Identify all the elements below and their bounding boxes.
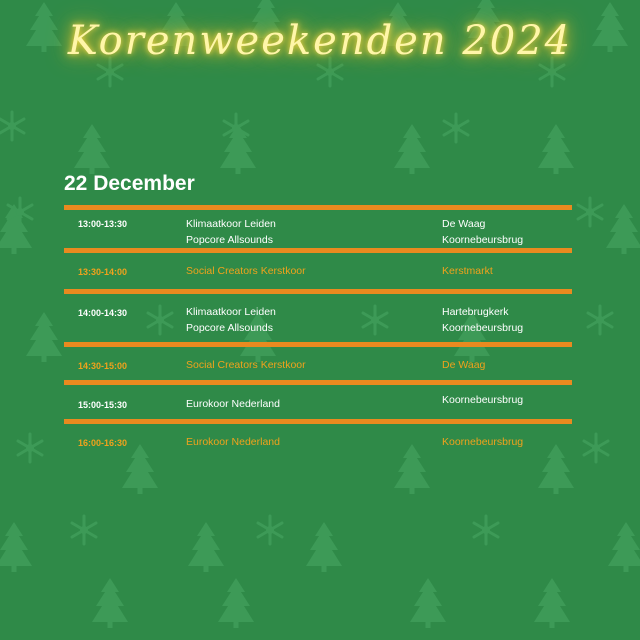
- choir-name: Popcore Allsounds: [186, 322, 273, 334]
- table-row: [64, 294, 572, 342]
- choir-name: Eurokoor Nederland: [186, 436, 280, 448]
- choir-name: Popcore Allsounds: [186, 234, 273, 246]
- time-slot: 15:00-15:30: [78, 400, 128, 410]
- choir-cell: [186, 357, 306, 373]
- table-row: [64, 210, 572, 248]
- choir-name: Klimaatkoor Leiden: [186, 306, 276, 318]
- location-cell: [442, 357, 485, 373]
- location-cell: [442, 434, 523, 450]
- time-slot: 14:00-14:30: [78, 308, 128, 318]
- location-name: Koornebeursbrug: [442, 322, 524, 334]
- page-title: Korenweekenden 2024: [67, 18, 573, 64]
- table-row: [64, 347, 572, 380]
- choir-cell: [186, 263, 306, 279]
- location-name: Koornebeursbrug: [442, 394, 524, 406]
- location-name: De Waag: [442, 359, 486, 371]
- date-heading: 22 December: [64, 172, 195, 195]
- table-row: [64, 385, 572, 419]
- location-cell: [442, 263, 493, 279]
- location-name: Hartebrugkerk: [442, 306, 509, 318]
- choir-cell: [186, 304, 276, 336]
- choir-name: Eurokoor Nederland: [186, 398, 280, 410]
- time-slot: 13:00-13:30: [78, 219, 128, 229]
- location-name: De Waag: [442, 218, 486, 230]
- location-name: Koornebeursbrug: [442, 234, 524, 246]
- table-row: [64, 253, 572, 289]
- location-cell: [442, 216, 523, 248]
- choir-name: Social Creators Kerstkoor: [186, 359, 306, 371]
- flake-row-1: [0, 58, 564, 142]
- choir-name: Klimaatkoor Leiden: [186, 218, 276, 230]
- schedule-table: [64, 205, 572, 454]
- location-name: Koornebeursbrug: [442, 436, 524, 448]
- location-name: Kerstmarkt: [442, 265, 493, 277]
- choir-name: Social Creators Kerstkoor: [186, 265, 306, 277]
- location-cell: [442, 304, 523, 336]
- choir-cell: [186, 434, 280, 450]
- choir-cell: [186, 216, 276, 248]
- time-slot: 13:30-14:00: [78, 267, 128, 277]
- time-slot: 16:00-16:30: [78, 438, 128, 448]
- location-cell: [442, 392, 523, 408]
- table-row: [64, 424, 572, 454]
- choir-cell: [186, 396, 280, 412]
- time-slot: 14:30-15:00: [78, 361, 128, 371]
